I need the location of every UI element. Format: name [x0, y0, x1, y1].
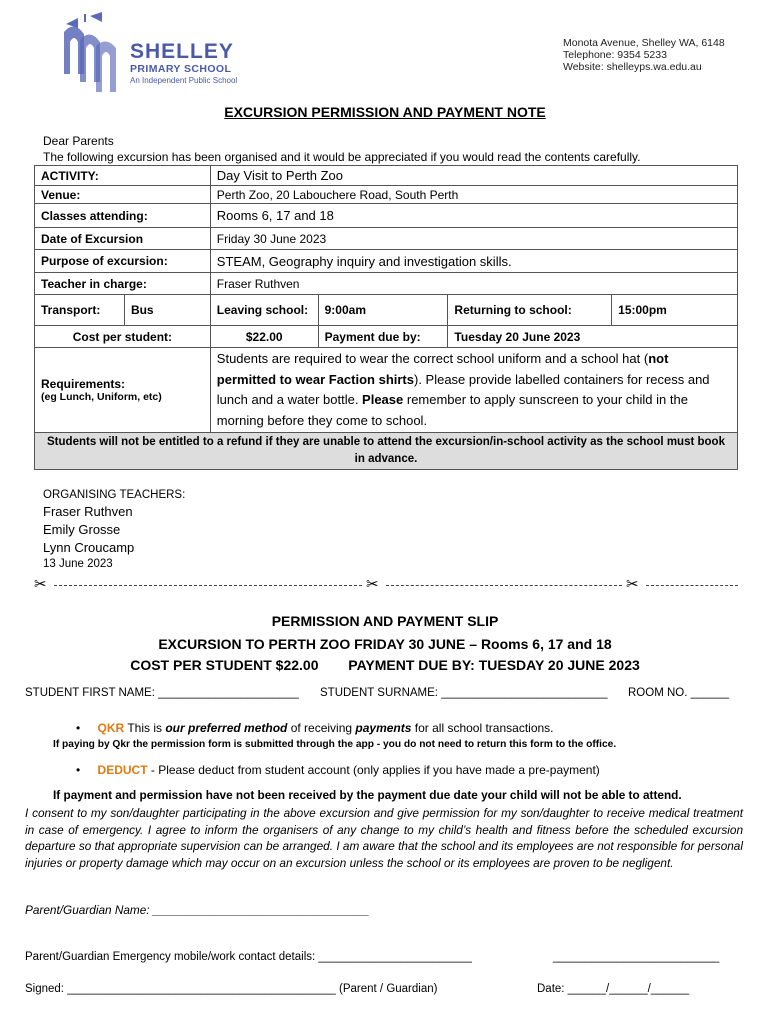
deduct-label: DEDUCT	[97, 763, 148, 777]
school-name: SHELLEY	[130, 40, 234, 63]
requirements-label-cell	[35, 348, 211, 433]
date-label: Date of Excursion	[35, 228, 211, 250]
leaving-value: 9:00am	[318, 295, 448, 326]
qkr-preferred: our preferred method	[165, 721, 288, 735]
payment-warning: If payment and permission have not been received by the payment due date your child will not be able to attend.	[53, 788, 682, 802]
student-surname-field[interactable]: STUDENT SURNAME: __________________________	[320, 687, 608, 699]
scissors-icon: ✂	[366, 576, 379, 593]
signature-field[interactable]	[25, 983, 437, 995]
school-contact	[563, 37, 725, 73]
organiser-name: Lynn Croucamp	[43, 540, 135, 555]
scissors-icon: ✂	[34, 576, 47, 593]
qkr-note: If paying by Qkr the permission form is submitted through the app - you do not need to return this form to the office.	[53, 739, 617, 750]
school-tagline: An Independent Public School	[130, 76, 238, 85]
school-subtitle: PRIMARY SCHOOL	[130, 63, 232, 75]
organiser-name: Emily Grosse	[43, 522, 121, 537]
slip-payment-due: PAYMENT DUE BY: TUESDAY 20 JUNE 2023	[348, 657, 640, 673]
requirements-sub: (eg Lunch, Uniform, etc)	[41, 391, 162, 403]
teacher-value: Fraser Ruthven	[210, 273, 737, 295]
deduct-option	[76, 763, 600, 777]
venue-value: Perth Zoo, 20 Labouchere Road, South Perth	[210, 186, 737, 204]
cost-label: Cost per student:	[35, 326, 211, 348]
note-title: EXCURSION PERMISSION AND PAYMENT NOTE	[224, 104, 546, 120]
emergency-contact-field[interactable]: Parent/Guardian Emergency mobile/work contact details: ________________________	[25, 951, 472, 963]
returning-label: Returning to school:	[448, 295, 612, 326]
req-text-2: ). Please provide labelled containers for recess and lunch and a water bottle.	[216, 371, 710, 407]
guardian-name-field[interactable]: Parent/Guardian Name: _________________________________	[25, 903, 370, 917]
excursion-details-table	[34, 165, 738, 470]
bullet-icon: •	[76, 721, 81, 735]
activity-value: Day Visit to Perth Zoo	[210, 166, 737, 186]
purpose-value: STEAM, Geography inquiry and investigation skills.	[210, 250, 737, 273]
school-address: Monota Avenue, Shelley WA, 6148	[563, 37, 725, 49]
requirements-value	[210, 348, 737, 433]
school-telephone: Telephone: 9354 5233	[563, 49, 667, 61]
cut-line	[34, 577, 738, 593]
signed-label[interactable]: Signed: __________________________________________	[25, 983, 336, 995]
deduct-text: - Please deduct from student account (only applies if you have made a pre-payment)	[147, 763, 600, 777]
req-text-1: Students are required to wear the correct school uniform and a school hat (	[216, 351, 649, 366]
req-please: Please	[362, 392, 404, 407]
classes-label: Classes attending:	[35, 204, 211, 228]
organiser-name: Fraser Ruthven	[43, 504, 133, 519]
leaving-label: Leaving school:	[210, 295, 318, 326]
qkr-option	[76, 721, 554, 735]
cost-value: $22.00	[210, 326, 318, 348]
signed-suffix: (Parent / Guardian)	[335, 983, 438, 995]
transport-value: Bus	[124, 295, 210, 326]
venue-label: Venue:	[35, 186, 211, 204]
organisers-label: ORGANISING TEACHERS:	[43, 489, 186, 501]
consent-text: I consent to my son/daughter participating in the above excursion and give permission for my son/daughter to receive medical treatment in case of emergency. I agree to inform the organisers of any change to my child’s health and fitness before the scheduled excursion departure so that appropriate supervision can be arranged. I am aware that the school and its employees are not responsible for personal injuries or property damage which may occur on an excursion unless the school or its employees are proven to be negligent.	[25, 806, 743, 870]
bullet-icon: •	[76, 763, 81, 777]
qkr-label: QKR	[97, 721, 125, 735]
room-number-field[interactable]: ROOM NO. ______	[628, 687, 729, 699]
qkr-payments: payments	[355, 721, 412, 735]
classes-value: Rooms 6, 17 and 18	[210, 204, 737, 228]
qkr-text-3: for all school transactions.	[411, 721, 554, 735]
organisers-date: 13 June 2023	[43, 558, 113, 570]
date-value: Friday 30 June 2023	[210, 228, 737, 250]
intro-text: The following excursion has been organised and it would be appreciated if you would read the contents carefully.	[43, 150, 641, 164]
req-not-permitted: not permitted to wear Faction shirts	[216, 351, 669, 387]
payment-due-label: Payment due by:	[318, 326, 448, 348]
slip-title: PERMISSION AND PAYMENT SLIP	[271, 613, 499, 629]
payment-due-value: Tuesday 20 June 2023	[448, 326, 738, 348]
returning-value: 15:00pm	[612, 295, 738, 326]
req-text-3: remember to apply sunscreen to your child in the morning before they come to school.	[216, 392, 688, 428]
school-website: Website: shelleyps.wa.edu.au	[563, 61, 702, 73]
teacher-label: Teacher in charge:	[35, 273, 211, 295]
date-field[interactable]: Date: ______/______/______	[537, 983, 690, 995]
slip-excursion-line: EXCURSION TO PERTH ZOO FRIDAY 30 JUNE – Rooms 6, 17 and 18	[158, 636, 612, 652]
purpose-label: Purpose of excursion:	[35, 250, 211, 273]
activity-label: ACTIVITY:	[35, 166, 211, 186]
slip-cost: COST PER STUDENT $22.00	[130, 657, 319, 673]
scissors-icon: ✂	[626, 576, 639, 593]
organisers-list	[43, 503, 134, 557]
slip-cost-line	[0, 657, 770, 673]
transport-label: Transport:	[35, 295, 125, 326]
refund-notice: Students will not be entitled to a refund if they are unable to attend the excursion/in-school activity as the school must book in advance.	[35, 433, 738, 470]
student-first-name-field[interactable]: STUDENT FIRST NAME: ______________________	[25, 687, 299, 699]
emergency-contact-field-2[interactable]: __________________________	[553, 951, 720, 963]
qkr-text-2: of receiving	[287, 721, 356, 735]
requirements-label: Requirements:	[41, 377, 126, 391]
greeting: Dear Parents	[43, 134, 114, 148]
qkr-text-1: This is	[124, 721, 166, 735]
